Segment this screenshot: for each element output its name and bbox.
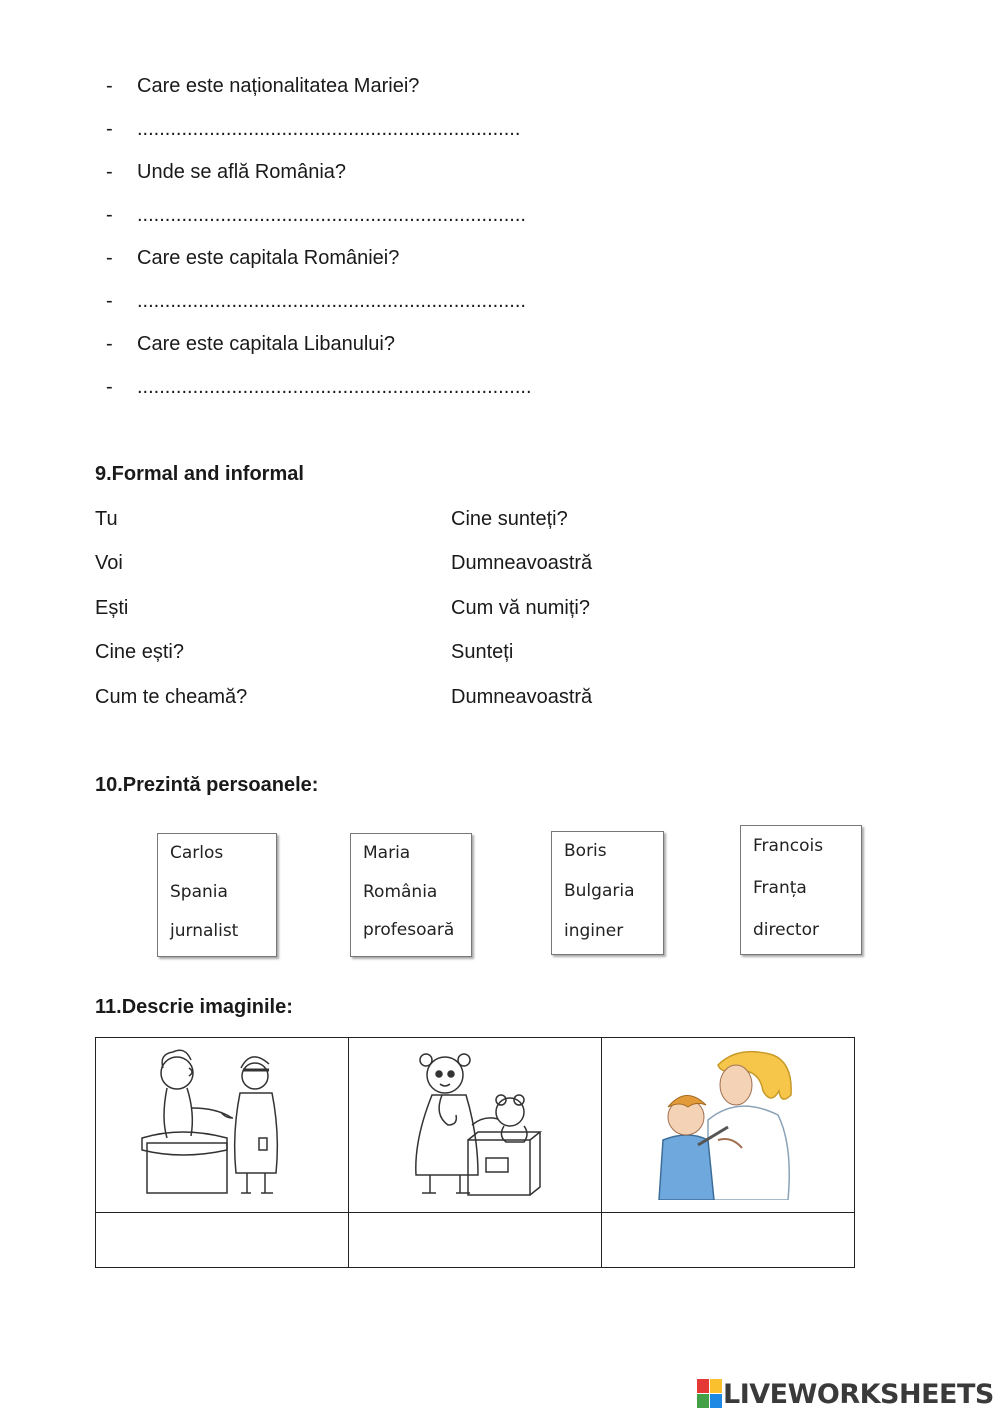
images-table: [95, 1037, 855, 1268]
formal-item[interactable]: Cine sunteți?: [451, 508, 568, 530]
list-dash: -: [106, 290, 113, 312]
list-dash: -: [106, 333, 113, 355]
image-cell: [349, 1038, 602, 1213]
list-dash: -: [106, 75, 113, 97]
person-card-boris: [551, 831, 664, 955]
informal-item[interactable]: Tu: [95, 508, 118, 530]
person-country: Spania: [170, 882, 228, 902]
person-card-francois: [740, 825, 862, 955]
person-name: Francois: [753, 836, 824, 856]
list-dash: -: [106, 161, 113, 183]
answer-dots[interactable]: .......................................................................: [137, 376, 532, 398]
image-cell: [96, 1038, 349, 1213]
answer-cell[interactable]: [602, 1213, 855, 1268]
answer-dots[interactable]: ......................................................................: [137, 204, 526, 226]
person-country: Franța: [753, 878, 807, 898]
question-text: Care este capitala României?: [137, 247, 400, 269]
person-name: Maria: [363, 843, 411, 863]
person-job: inginer: [564, 921, 624, 941]
answer-cell[interactable]: [96, 1213, 349, 1268]
question-text: Care este capitala Libanului?: [137, 333, 395, 355]
formal-item[interactable]: Dumneavoastră: [451, 686, 593, 708]
informal-item[interactable]: Cum te cheamă?: [95, 686, 248, 708]
answer-line[interactable]: [106, 375, 532, 399]
list-dash: -: [106, 204, 113, 226]
person-card-carlos: [157, 833, 277, 957]
question-text: Care este naționalitatea Mariei?: [137, 75, 420, 97]
girl-doctor-teddy-illustration: [400, 1040, 550, 1205]
doctor-patient-illustration: [137, 1048, 307, 1198]
answer-line[interactable]: [106, 289, 526, 313]
section-10-title: 10.Prezintă persoanele:: [95, 774, 319, 796]
formal-item[interactable]: Cum vă numiți?: [451, 597, 590, 619]
logo-blocks-icon: [697, 1379, 723, 1409]
answer-cell[interactable]: [349, 1213, 602, 1268]
formal-item[interactable]: Sunteți: [451, 641, 514, 663]
question-line: [106, 246, 399, 270]
logo-wordmark: LIVEWORKSHEETS: [723, 1378, 994, 1410]
question-text: Unde se află România?: [137, 161, 347, 183]
person-country: Bulgaria: [564, 881, 635, 901]
nurse-vaccine-illustration: [648, 1045, 808, 1200]
answer-dots[interactable]: ......................................................................: [137, 290, 526, 312]
image-cell: [602, 1038, 855, 1213]
answer-dots[interactable]: .....................................................................: [137, 118, 521, 140]
list-dash: -: [106, 247, 113, 269]
question-line: [106, 74, 419, 98]
person-job: profesoară: [363, 920, 455, 940]
informal-item[interactable]: Voi: [95, 552, 123, 574]
question-line: [106, 332, 395, 356]
person-job: jurnalist: [170, 921, 239, 941]
formal-item[interactable]: Dumneavoastră: [451, 552, 593, 574]
answer-line[interactable]: [106, 203, 526, 227]
person-country: România: [363, 882, 438, 902]
liveworksheets-logo: [697, 1376, 994, 1412]
question-line: [106, 160, 346, 184]
person-name: Carlos: [170, 843, 224, 863]
section-11-title: 11.Descrie imaginile:: [95, 996, 293, 1018]
list-dash: -: [106, 376, 113, 398]
person-job: director: [753, 920, 819, 940]
section-9-title: 9.Formal and informal: [95, 463, 304, 485]
list-dash: -: [106, 118, 113, 140]
person-name: Boris: [564, 841, 607, 861]
person-card-maria: [350, 833, 472, 957]
informal-item[interactable]: Ești: [95, 597, 129, 619]
informal-item[interactable]: Cine ești?: [95, 641, 184, 663]
answer-line[interactable]: [106, 117, 520, 141]
